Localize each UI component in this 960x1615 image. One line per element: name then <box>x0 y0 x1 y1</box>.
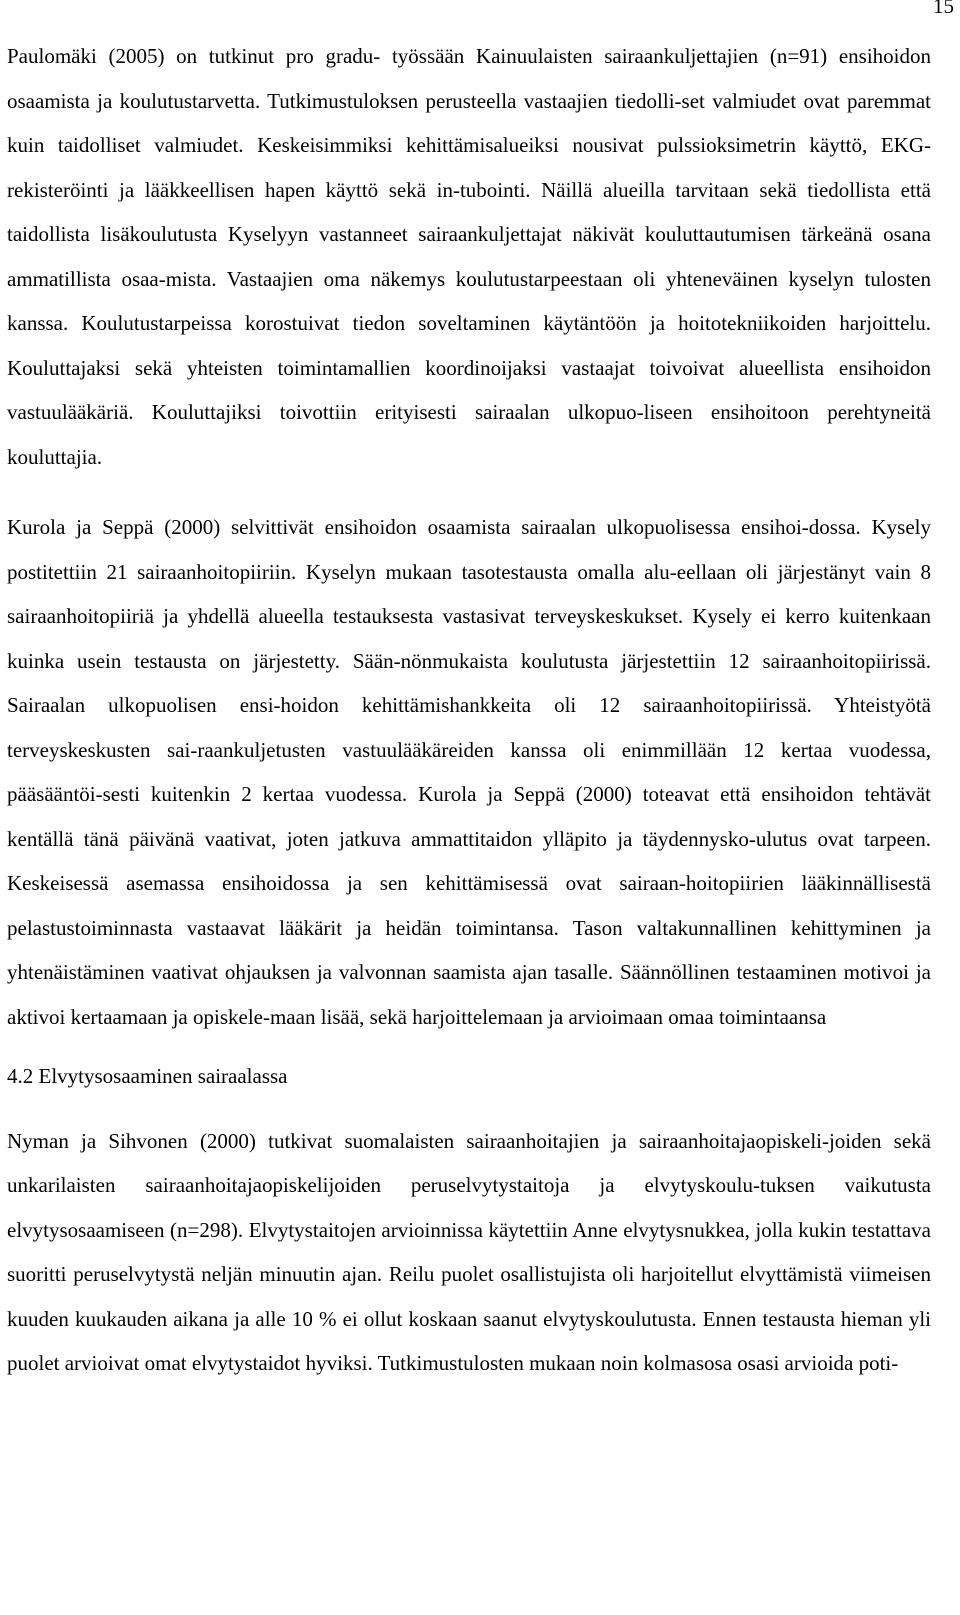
page-number: 15 <box>933 0 954 18</box>
paragraph-nyman-sihvonen: Nyman ja Sihvonen (2000) tutkivat suomalaisten sairaanhoitajien ja sairaanhoitajaopiskeli-joiden sekä unkarilaisten sairaanhoitajaopiskelijoiden peruselvytystaitoja ja elvytyskoulu-tuksen vaikutusta elvytysosaamiseen (n=298). Elvytystaitojen arvioinnissa käytettiin Anne elvytysnukkea, jolla kukin testattava suoritti peruselvytystä neljän minuutin ajan. Reilu puolet osallistujista oli harjoitellut elvyttämistä viimeisen kuuden kuukauden aikana ja alle 10 % ei ollut koskaan saanut elvytyskoulutusta. Ennen testausta hieman yli puolet arvioivat omat elvytystaidot hyviksi. Tutkimustulosten mukaan noin kolmasosa osasi arvioida poti- <box>7 1128 931 1375</box>
document-body <box>7 34 931 1386</box>
paragraph-kurola-seppa: Kurola ja Seppä (2000) selvittivät ensihoidon osaamista sairaalan ulkopuolisessa ensihoi-dossa. Kysely postitettiin 21 sairaanhoitopiiriin. Kyselyn mukaan tasotestausta omalla alu-eellaan oli järjestänyt vain 8 sairaanhoitopiiriä ja yhdellä alueella testauksesta vastasivat terveyskeskukset. Kysely ei kerro kuitenkaan kuinka usein testausta on järjestetty. Sään-nönmukaista koulutusta järjestettiin 12 sairaanhoitopiirissä. Sairaalan ulkopuolisen ensi-hoidon kehittämishankkeita oli 12 sairaanhoitopiirissä. Yhteistyötä terveyskeskusten sai-raankuljetusten vastuulääkäreiden kanssa oli enimmillään 12 kertaa vuodessa, pääsääntöi-sesti kuitenkin 2 kertaa vuodessa. Kurola ja Seppä (2000) toteavat että ensihoidon tehtävät kentällä tänä päivänä vaativat, joten jatkuva ammattitaidon ylläpito ja täydennysko-ulutus ovat tarpeen. Keskeisessä asemassa ensihoidossa ja sen kehittämisessä ovat sairaan-hoitopiirien lääkinnällisestä pelastustoiminnasta vastaavat lääkärit ja heidän toimintansa. Tason valtakunnallinen kehittyminen ja yhtenäistäminen vaativat ohjauksen ja valvonnan saamista ajan tasalle. Säännöllinen testaaminen motivoi ja aktivoi kertaamaan ja opiskele-maan lisää, sekä harjoittelemaan ja arvioimaan omaa toimintaansa <box>7 515 931 1029</box>
paragraph-paulomaki: Paulomäki (2005) on tutkinut pro gradu- työssään Kainuulaisten sairaankuljettajien (n=91) ensihoidon osaamista ja koulutustarvetta. Tutkimustuloksen perusteella vastaajien tiedolli-set valmiudet ovat paremmat kuin taidolliset valmiudet. Keskeisimmiksi kehittämisalueiksi nousivat pulssioksimetrin käyttö, EKG-rekisteröinti ja lääkkeellisen hapen käyttö sekä in-tubointi. Näillä alueilla tarvitaan sekä tiedollista että taidollista lisäkoulutusta Kyselyyn vastanneet sairaankuljettajat näkivät kouluttautumisen tärkeänä osana ammatillista osaa-mista. Vastaajien oma näkemys koulutustarpeestaan oli yhteneväinen kyselyn tulosten kanssa. Koulutustarpeissa korostuivat tiedon soveltaminen käytäntöön ja hoitotekniikoiden harjoittelu. Kouluttajaksi sekä yhteisten toimintamallien koordinoijaksi vastaajat toivoivat alueellista ensihoidon vastuulääkäriä. Kouluttajiksi toivottiin erityisesti sairaalan ulkopuo-liseen ensihoitoon perehtyneitä kouluttajia. <box>7 44 931 469</box>
section-heading: 4.2 Elvytysosaaminen sairaalassa <box>7 1064 288 1088</box>
